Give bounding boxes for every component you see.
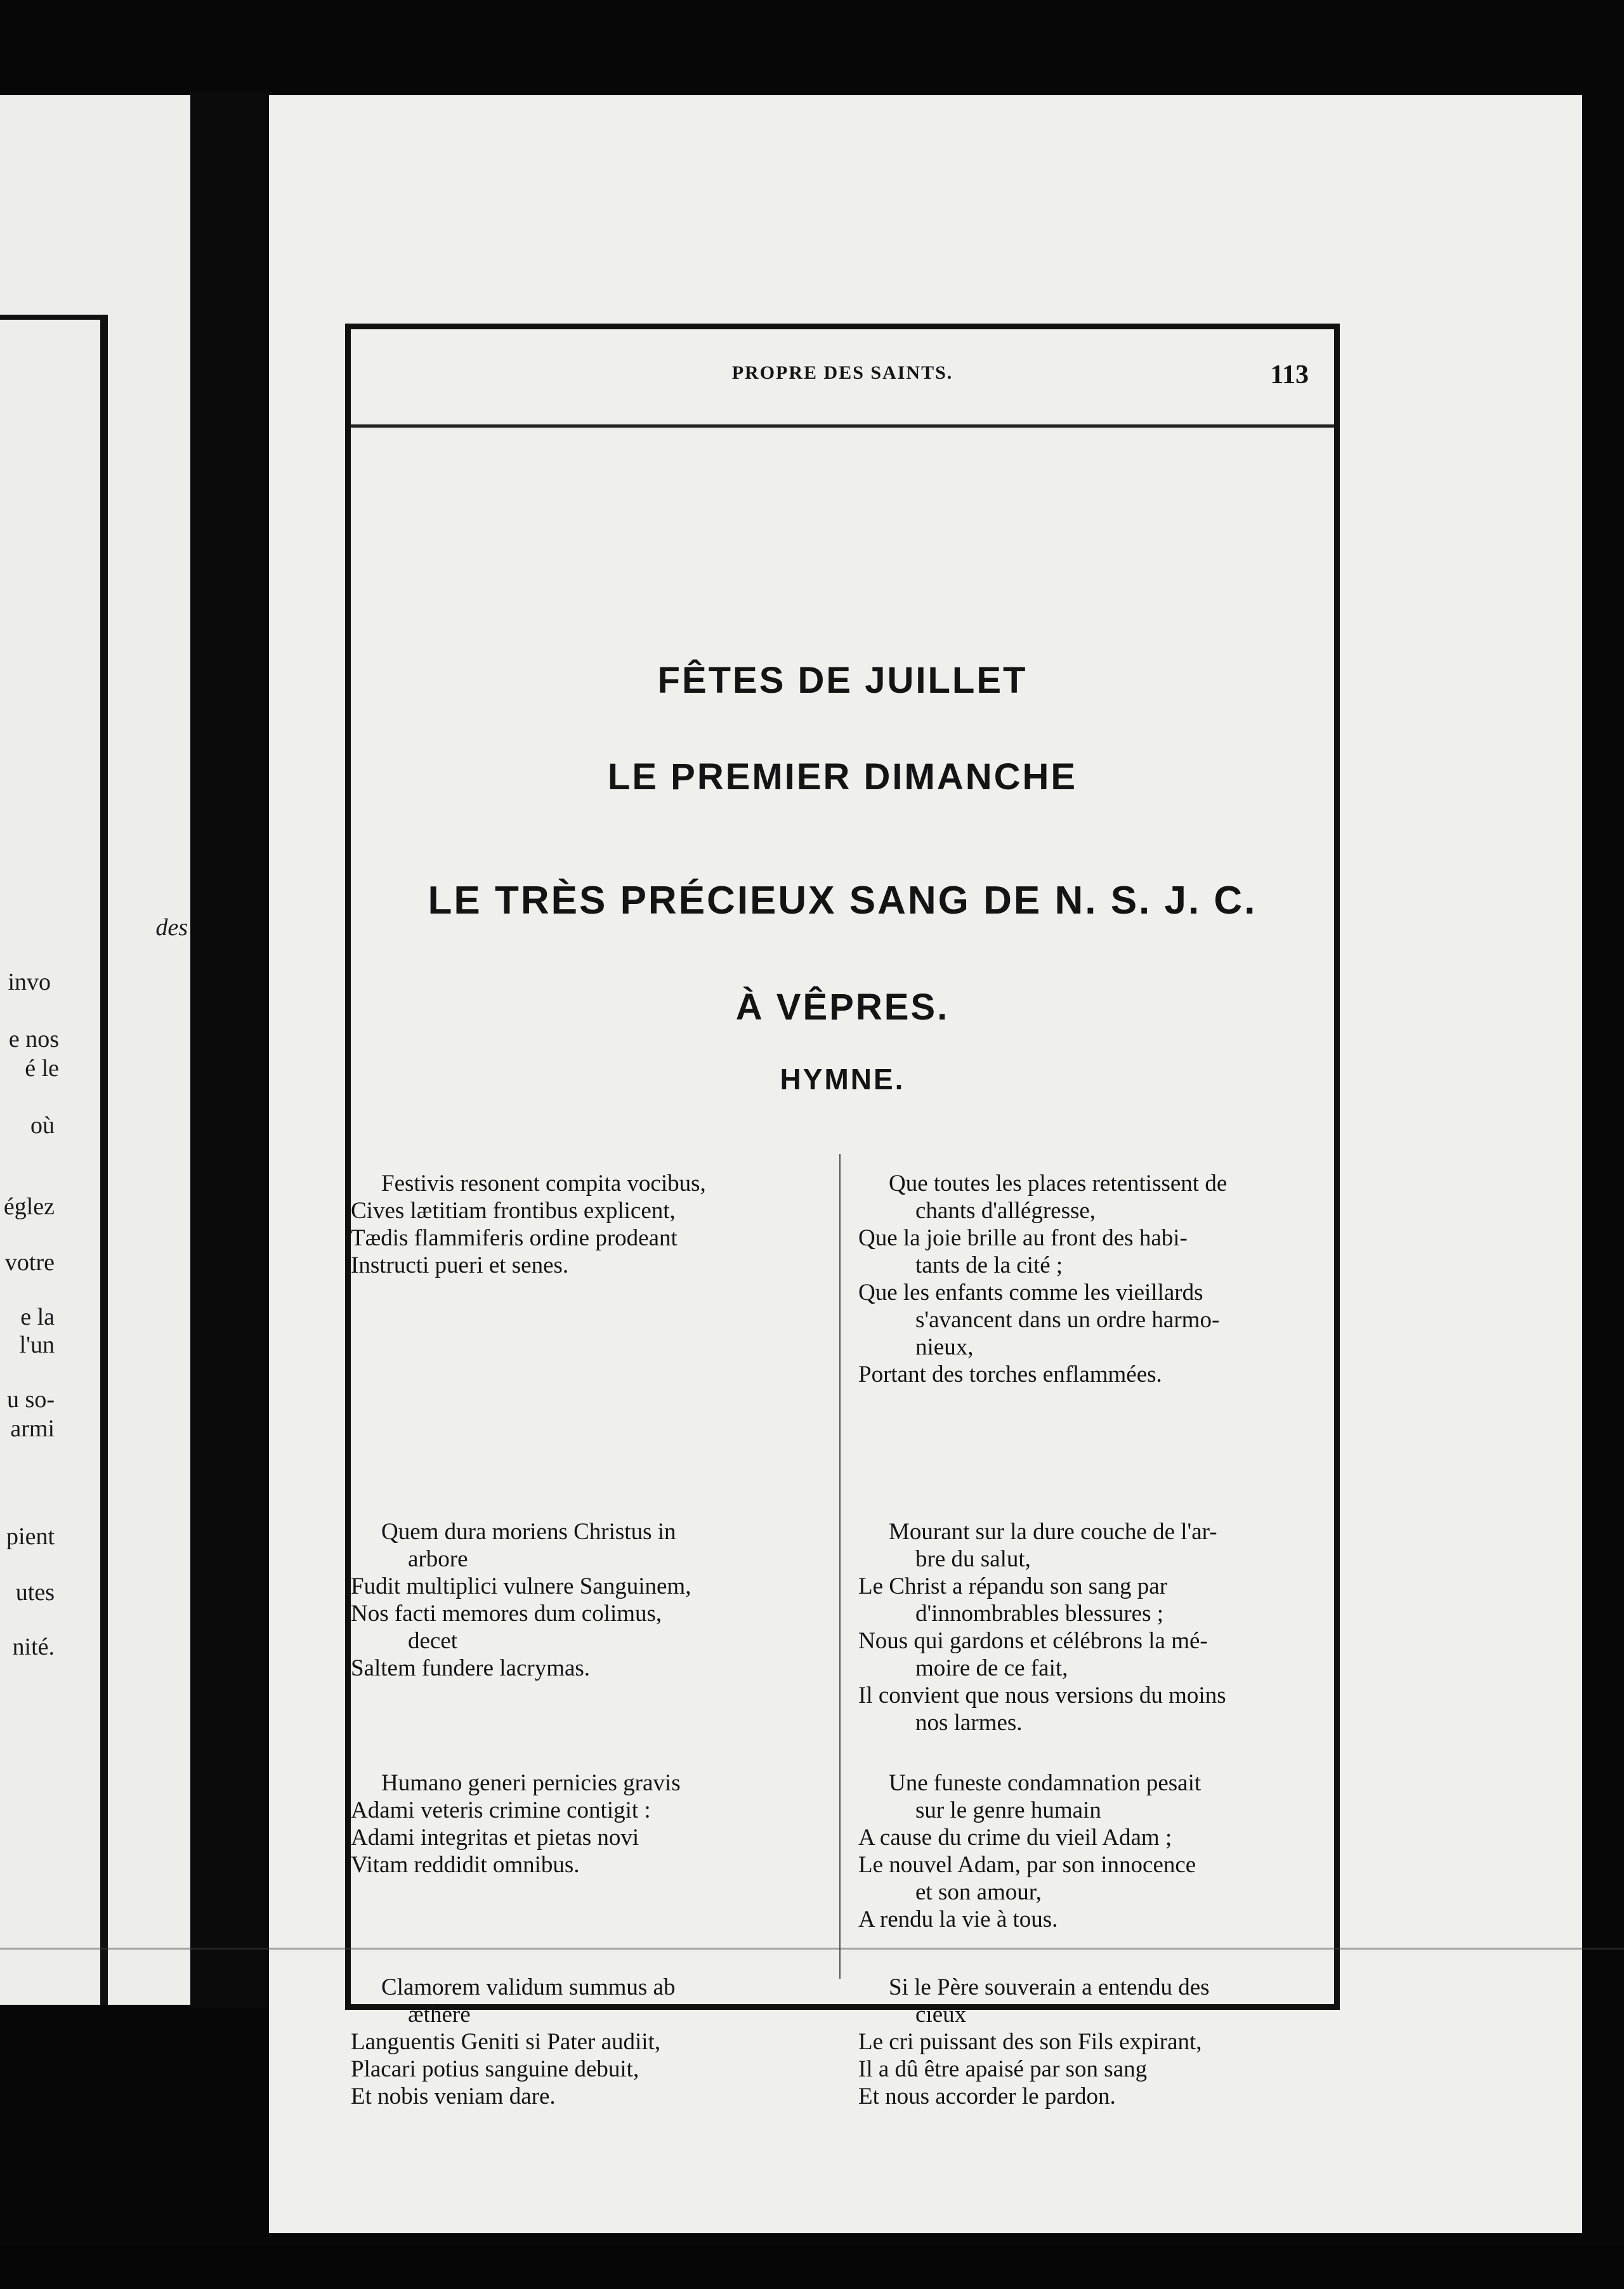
verse-line: Nos facti memores dum colimus,	[351, 1601, 662, 1627]
verse-line: Et nous accorder le pardon.	[858, 2083, 1116, 2109]
running-head: PROPRE DES SAINTS.	[731, 362, 953, 383]
verse-line: s'avancent dans un ordre harmo-	[915, 1307, 1220, 1333]
verse-line: Une funeste condamnation pesait	[889, 1770, 1202, 1796]
prev-page-fragment: utes	[15, 1579, 55, 1606]
verse-line: Mourant sur la dure couche de l'ar-	[889, 1519, 1217, 1545]
verse-line: Clamorem validum summus ab	[381, 1974, 676, 2000]
prev-page-fragment: églez	[3, 1193, 55, 1220]
verse-line: Humano generi pernicies gravis	[381, 1770, 681, 1796]
french-stanza	[858, 1518, 1334, 1736]
scan-rule	[0, 1948, 1624, 1950]
verse-line: arbore	[408, 1546, 468, 1572]
prev-page-fragment: votre	[4, 1249, 55, 1276]
book-page	[269, 95, 1582, 2233]
verse-line: nos larmes.	[915, 1710, 1023, 1736]
french-stanza	[858, 1170, 1334, 1388]
verse-line: d'innombrables blessures ;	[915, 1601, 1163, 1627]
scan-border	[0, 2246, 1624, 2289]
prev-page-fragment: é le	[25, 1055, 59, 1082]
hymn-heading: HYMNE.	[780, 1063, 905, 1096]
verse-line: decet	[408, 1628, 458, 1654]
page-frame	[345, 324, 1340, 2109]
prev-page-fragment: nité.	[12, 1634, 55, 1660]
page-number: 113	[1270, 360, 1309, 390]
verse-line: Et nobis veniam dare.	[351, 2083, 556, 2109]
prev-page-fragment: armi	[10, 1415, 55, 1442]
latin-stanza	[351, 1769, 808, 1879]
header-rule	[351, 424, 1334, 428]
verse-line: chants d'allégresse,	[915, 1198, 1096, 1224]
verse-line: Il a dû être apaisé par son sang	[858, 2056, 1148, 2082]
sunday-title: LE PREMIER DIMANCHE	[607, 756, 1078, 797]
latin-stanza	[351, 1518, 808, 1682]
verse-line: Le cri puissant des son Fils expirant,	[858, 2029, 1202, 2055]
verse-line: Saltem fundere lacrymas.	[351, 1655, 591, 1681]
previous-page	[0, 95, 221, 2005]
verse-line: Il convient que nous versions du moins	[858, 1682, 1226, 1709]
verse-line: æthere	[408, 2002, 471, 2028]
verse-line: Le nouvel Adam, par son innocence	[858, 1852, 1196, 1878]
verse-line: Portant des torches enflammées.	[858, 1361, 1162, 1387]
verse-line: moire de ce fait,	[915, 1655, 1068, 1681]
verse-line: Que toutes les places retentissent de	[889, 1171, 1228, 1197]
verse-line: Quem dura moriens Christus in	[381, 1519, 676, 1545]
verse-line: Nous qui gardons et célébrons la mé-	[858, 1628, 1208, 1654]
verse-line: Le Christ a répandu son sang par	[858, 1573, 1168, 1599]
prev-page-fragment: où	[30, 1112, 55, 1139]
verse-line: Fudit multiplici vulnere Sanguinem,	[351, 1573, 691, 1599]
verse-line: Que la joie brille au front des habi-	[858, 1225, 1188, 1251]
verse-line: Si le Père souverain a entendu des	[889, 1974, 1210, 2000]
verse-line: bre du salut,	[915, 1546, 1031, 1572]
verse-line: Placari potius sanguine debuit,	[351, 2056, 639, 2082]
prev-page-fragment: invo	[8, 969, 51, 995]
book-gutter	[190, 92, 273, 2008]
prev-page-fragment: e nos	[8, 1026, 59, 1053]
verse-line: nieux,	[915, 1334, 974, 1360]
latin-stanza	[351, 1170, 808, 1279]
french-stanza	[858, 1769, 1334, 1933]
verse-line: A cause du crime du vieil Adam ;	[858, 1825, 1172, 1851]
prev-page-fragment: pient	[6, 1523, 55, 1550]
vespers-heading: À VÊPRES.	[735, 987, 950, 1028]
feast-name: LE TRÈS PRÉCIEUX SANG DE N. S. J. C.	[428, 879, 1257, 922]
feast-title: FÊTES DE JUILLET	[657, 660, 1028, 701]
verse-line: Vitam reddidit omnibus.	[351, 1852, 580, 1878]
latin-stanza	[351, 1974, 808, 2110]
prev-page-fragment: des	[155, 914, 188, 941]
verse-line: Adami integritas et pietas novi	[351, 1825, 639, 1851]
verse-line: tants de la cité ;	[915, 1252, 1063, 1278]
verse-line: sur le genre humain	[915, 1797, 1101, 1823]
prev-page-fragment: e la	[20, 1304, 55, 1330]
verse-line: Tædis flammiferis ordine prodeant	[351, 1225, 678, 1251]
verse-line: A rendu la vie à tous.	[858, 1906, 1058, 1932]
column-divider	[839, 1154, 841, 1979]
verse-line: Instructi pueri et senes.	[351, 1252, 569, 1278]
prev-page-fragment: l'un	[19, 1332, 55, 1358]
verse-line: Adami veteris crimine contigit :	[351, 1797, 651, 1823]
verse-line: Festivis resonent compita vocibus,	[381, 1171, 706, 1197]
verse-line: et son amour,	[915, 1879, 1042, 1905]
verse-line: Languentis Geniti si Pater audiit,	[351, 2029, 661, 2055]
prev-page-fragment: u so-	[7, 1386, 55, 1413]
verse-line: Que les enfants comme les vieillards	[858, 1280, 1203, 1306]
french-stanza	[858, 1974, 1334, 2110]
previous-page-frame	[0, 315, 108, 2005]
verse-line: cieux	[915, 2002, 967, 2028]
verse-line: Cives lætitiam frontibus explicent,	[351, 1198, 676, 1224]
